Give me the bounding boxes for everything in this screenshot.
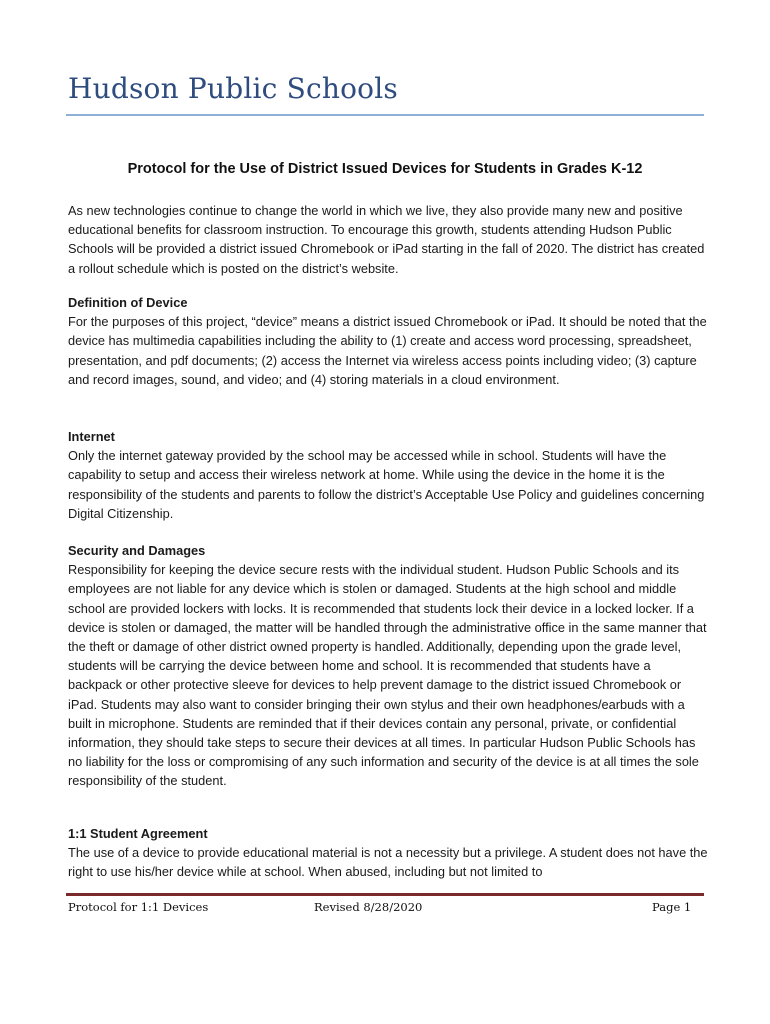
internet-section: [68, 427, 708, 523]
intro-paragraph: As new technologies continue to change the world in which we live, they also provide many new and positive educational benefits for classroom instruction. To encourage this growth, students attending Hudson Public Schools will be provided a district issued Chromebook or iPad starting in the fall of 2020. The district has created a rollout schedule which is posted on the district’s website.: [68, 203, 705, 276]
definition-heading: Definition of Device: [68, 295, 188, 310]
footer-page-number: Page 1: [652, 900, 692, 914]
agreement-paragraph: The use of a device to provide educational material is not a necessity but a privilege. A student does not have the right to use his/her device while at school. When abused, including but not limited to: [68, 845, 708, 880]
security-section: [68, 541, 708, 791]
footer-document-name: Protocol for 1:1 Devices: [68, 900, 209, 914]
internet-heading: Internet: [68, 429, 115, 444]
agreement-section: [68, 824, 708, 882]
school-name-heading: Hudson Public Schools: [68, 72, 398, 105]
footer-divider: [66, 893, 704, 896]
footer-revision-date: Revised 8/28/2020: [314, 900, 423, 914]
title-divider: [66, 114, 704, 116]
agreement-heading: 1:1 Student Agreement: [68, 826, 208, 841]
security-heading: Security and Damages: [68, 543, 206, 558]
definition-paragraph: For the purposes of this project, “device” means a district issued Chromebook or iPad. It should be noted that the device has multimedia capabilities including the ability to (1) create and access word processing, spreadsheet, presentation, and pdf documents; (2) access the Internet via wireless access points including video; (3) capture and record images, sound, and video; and (4) storing materials in a cloud environment.: [68, 314, 707, 387]
security-paragraph: Responsibility for keeping the device secure rests with the individual student. Hudson Public Schools and its employees are not liable for any device which is stolen or damaged. Students at the high school and middle school are provided lockers with locks. It is recommended that students lock their device in a locked locker. If a device is stolen or damaged, the matter will be handled through the administrative office in the same manner that the theft or damage of other district owned property is handled. Additionally, depending upon the grade level, students will be carrying the device between home and school. It is recommended that students have a backpack or other protective sleeve for devices to help prevent damage to the district issued Chromebook or iPad. Students may also want to consider bringing their own stylus and their own headphones/earbuds with a built in microphone. Students are reminded that if their devices contain any personal, private, or confidential information, they should take steps to secure their devices at all times. In particular Hudson Public Schools has no liability for the loss or compromising of any such information and security of the device is at all times the sole responsibility of the student.: [68, 562, 707, 789]
document-title: Protocol for the Use of District Issued Devices for Students in Grades K-12: [127, 161, 643, 177]
intro-section: [68, 201, 708, 278]
internet-paragraph: Only the internet gateway provided by the school may be accessed while in school. Students will have the capability to setup and access their wireless network at home. While using the device in the home it is the responsibility of the students and parents to follow the district’s Acceptable Use Policy and guidelines concerning Digital Citizenship.: [68, 448, 705, 521]
definition-section: [68, 293, 708, 389]
